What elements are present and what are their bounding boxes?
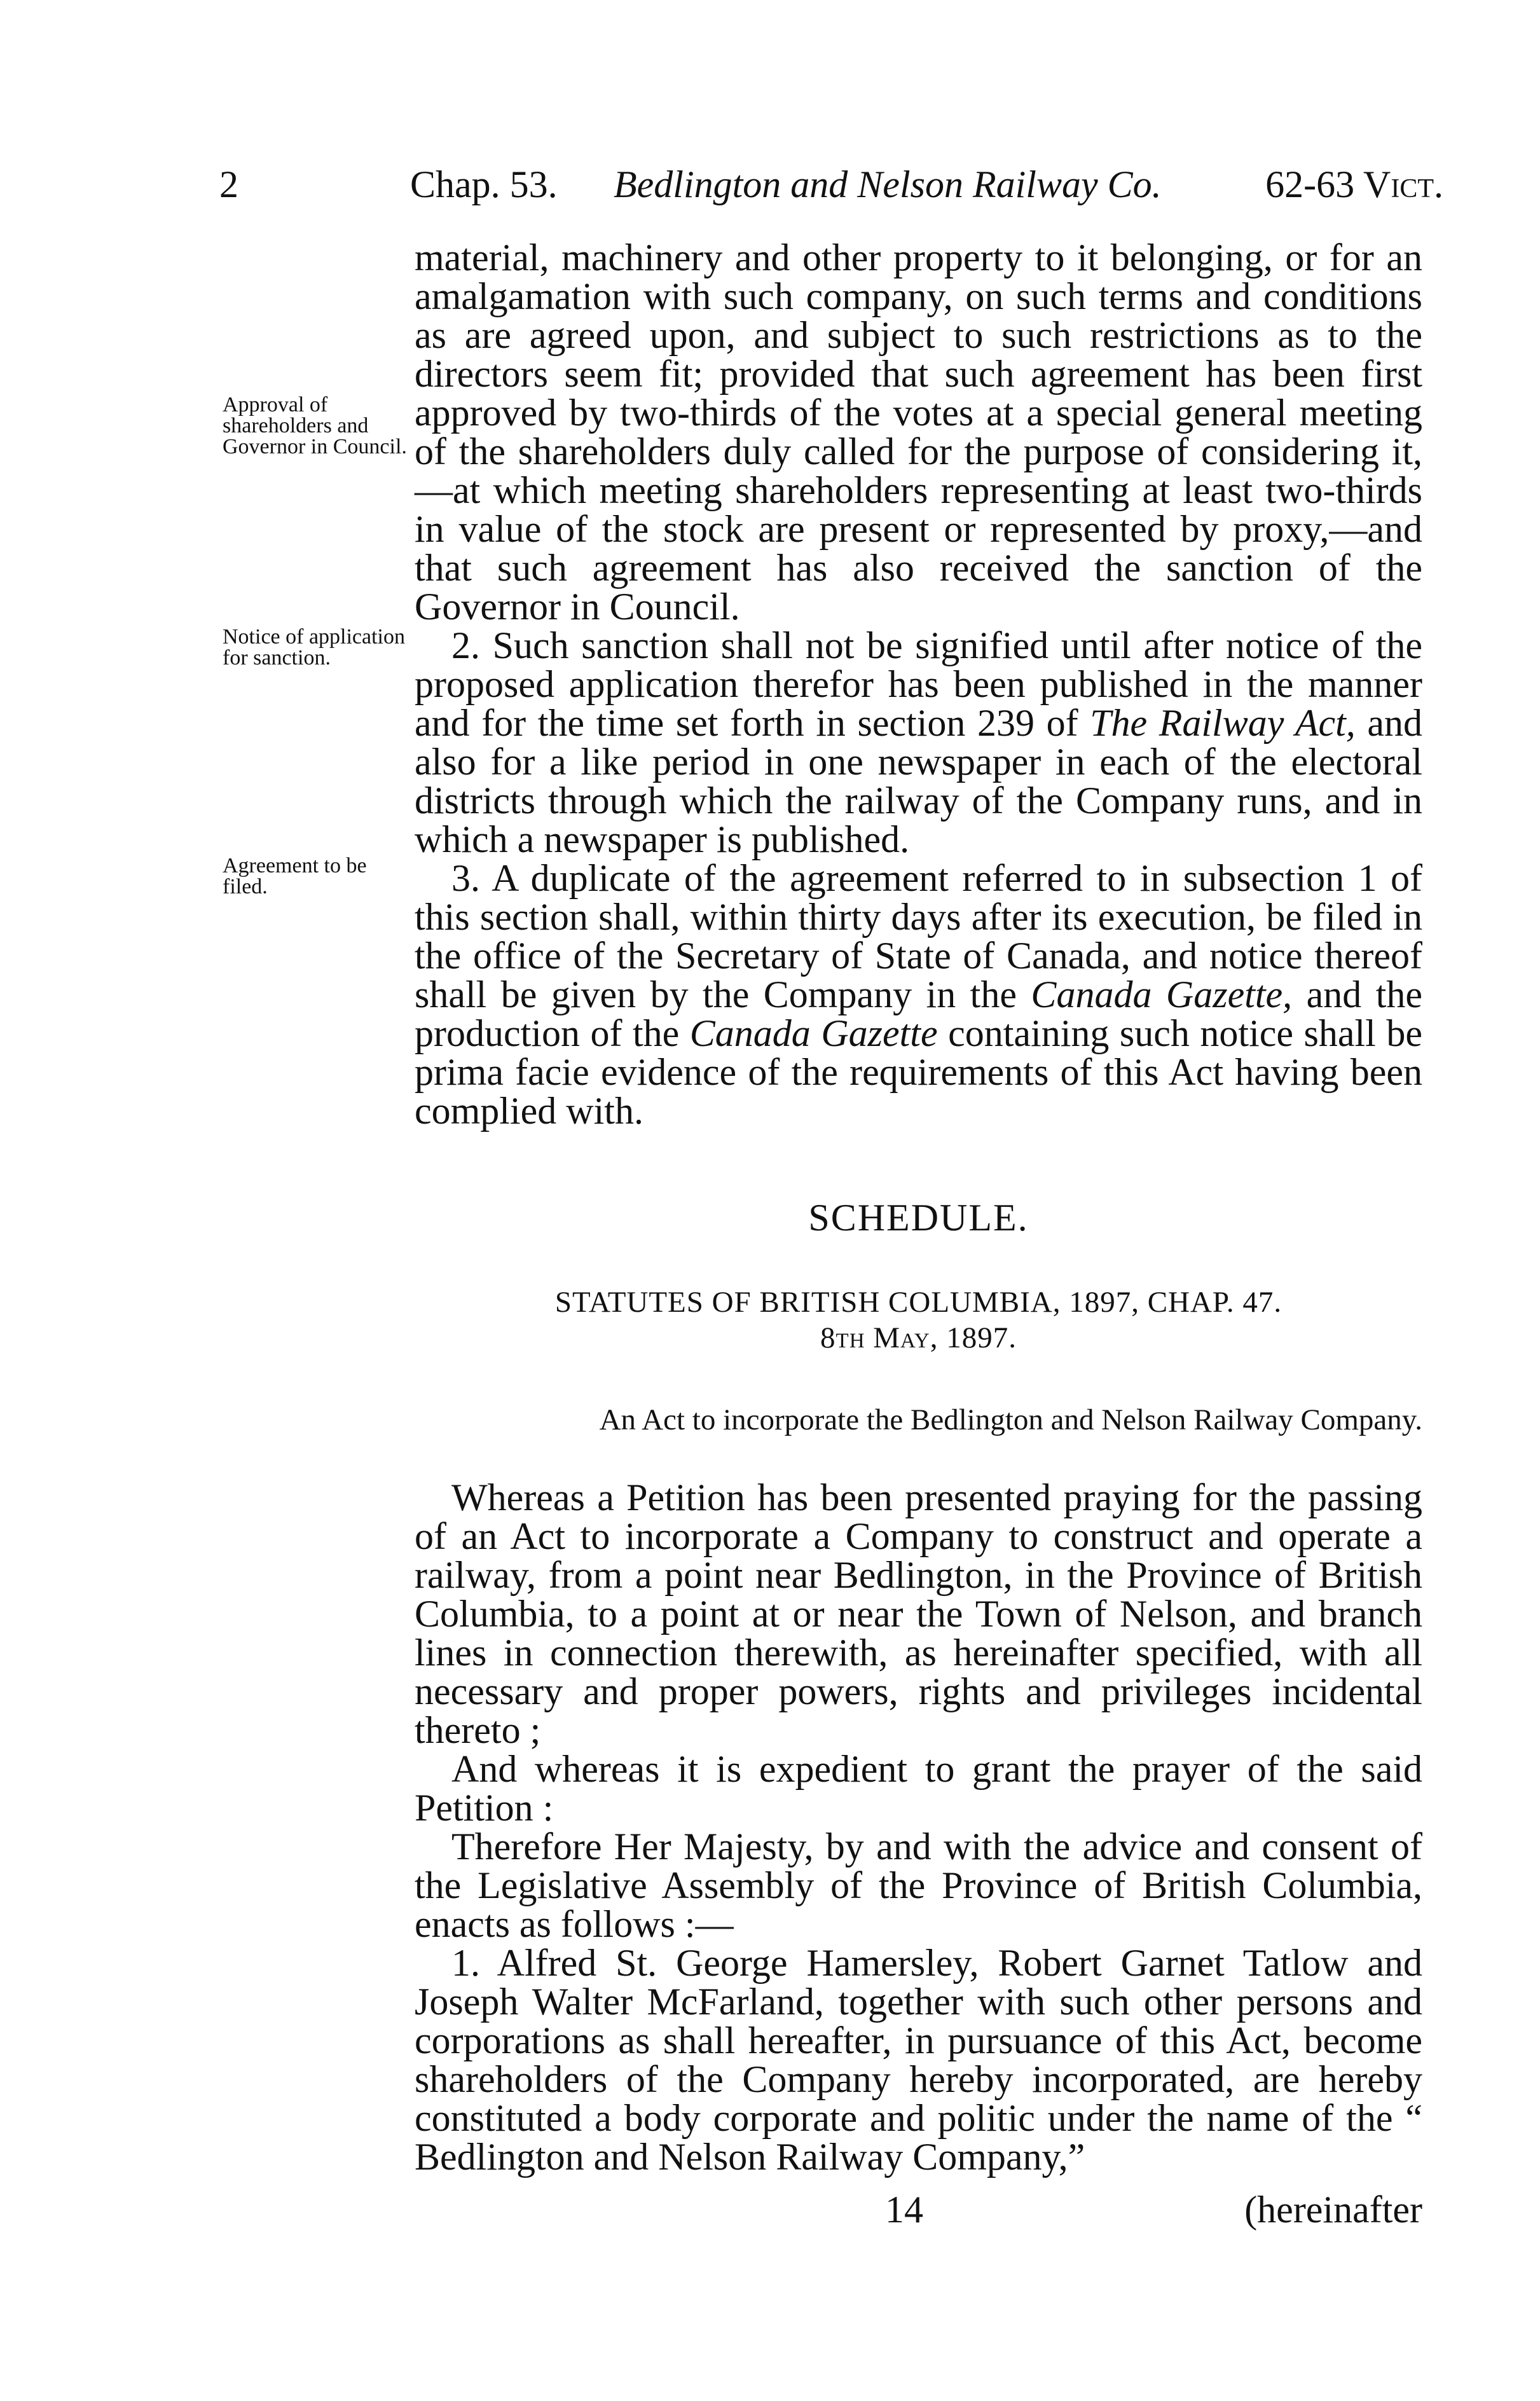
running-header xyxy=(219,159,1443,210)
statute-citation: STATUTES OF BRITISH COLUMBIA, 1897, CHAP. 47. xyxy=(554,1286,1282,1319)
running-title: Bedlington and Nelson Railway Co. xyxy=(614,163,1162,205)
margin-note-agreement: Agreement to be filed. xyxy=(223,854,367,898)
railway-act-citation: The Railway Act, xyxy=(1090,702,1356,744)
regnal-year: 62-63 Vict. xyxy=(1265,163,1443,205)
paragraph-3-text-c: containing such notice shall be prima facie evidence of the requirements of this Act having been complied with. xyxy=(415,1012,1422,1132)
signature-mark: 14 xyxy=(885,2189,923,2231)
chapter-label: Chap. 53. xyxy=(410,163,558,205)
paragraph-3-text-b: and the production of the xyxy=(415,973,1423,1054)
schedule-section-1: 1. Alfred St. George Hamersley, Robert Garnet Tatlow and Joseph Walter McFarland, together with such other persons and corporations as shall hereafter, in pursuance of this Act, become shareholders of the Company hereby incorporated, are hereby constituted a body corporate and politic under the name of the “ Bedlington and Nelson Railway Company,” xyxy=(415,1942,1422,2178)
margin-note-approval: Approval of shareholders and Governor in Council. xyxy=(223,393,407,458)
schedule-heading: SCHEDULE. xyxy=(808,1197,1029,1239)
whereas-paragraph-1: Whereas a Petition has been presented praying for the passing of an Act to incorporate a Company to construct and operate a railway, from a point near Bedlington, in the Province of British Columbia, to a point at or near the Town of Nelson, and branch lines in connection therewith, as hereinafter specified, with all necessary and proper powers, rights and privileges incidental thereto ; xyxy=(415,1476,1422,1751)
act-title: An Act to incorporate the Bedlington and Nelson Railway Company. xyxy=(599,1403,1422,1436)
paragraph-3 xyxy=(415,859,1422,1131)
paragraph-1: material, machinery and other property to it belonging, or for an amalgamation with such company, on such terms and conditions as are agreed upon, and subject to such restrictions as to the directors seem fit; provided that such agreement has been first approved by two-thirds of the votes at a special general meeting of the shareholders duly called for the purpose of considering it,—at which meeting shareholders representing at least two-thirds in value of the stock are present or represented by proxy,—and that such agreement has also received the sanction of the Governor in Council. xyxy=(415,237,1422,628)
canada-gazette-citation-1: Canada Gazette, xyxy=(1031,973,1293,1015)
margin-note-notice: Notice of application for sanction. xyxy=(223,625,406,670)
section-text xyxy=(415,238,1422,1131)
page-number: 2 xyxy=(219,163,238,205)
page-footer xyxy=(415,2187,1422,2232)
enacting-clause: Therefore Her Majesty, by and with the advice and consent of the Legislative Assembly of the Province of British Columbia, enacts as follows :— xyxy=(415,1826,1422,1945)
whereas-paragraph-2: And whereas it is expedient to grant the prayer of the said Petition : xyxy=(415,1748,1422,1829)
catchword: (hereinafter xyxy=(1244,2189,1422,2231)
paragraph-2-text-a: 2. Such sanction shall not be signified until after notice of the proposed application therefor has been published in the manner and for the time set forth in section 239 of xyxy=(415,624,1422,744)
statute-date: 8th May, 1897. xyxy=(820,1321,1017,1354)
paragraph-3-text-a: 3. A duplicate of the agreement referred to in subsection 1 of this section shall, within thirty days after its execution, be filed in the office of the Secretary of State of Canada, and notice thereof shall be given by the Company in the xyxy=(415,857,1422,1015)
schedule-text xyxy=(415,1478,1422,2177)
canada-gazette-citation-2: Canada Gazette xyxy=(689,1012,938,1054)
paragraph-2 xyxy=(415,626,1422,859)
paragraph-2-text-b: and also for a like period in one newspaper in each of the electoral districts through which the railway of the Company runs, and in which a newspaper is published. xyxy=(415,702,1423,860)
